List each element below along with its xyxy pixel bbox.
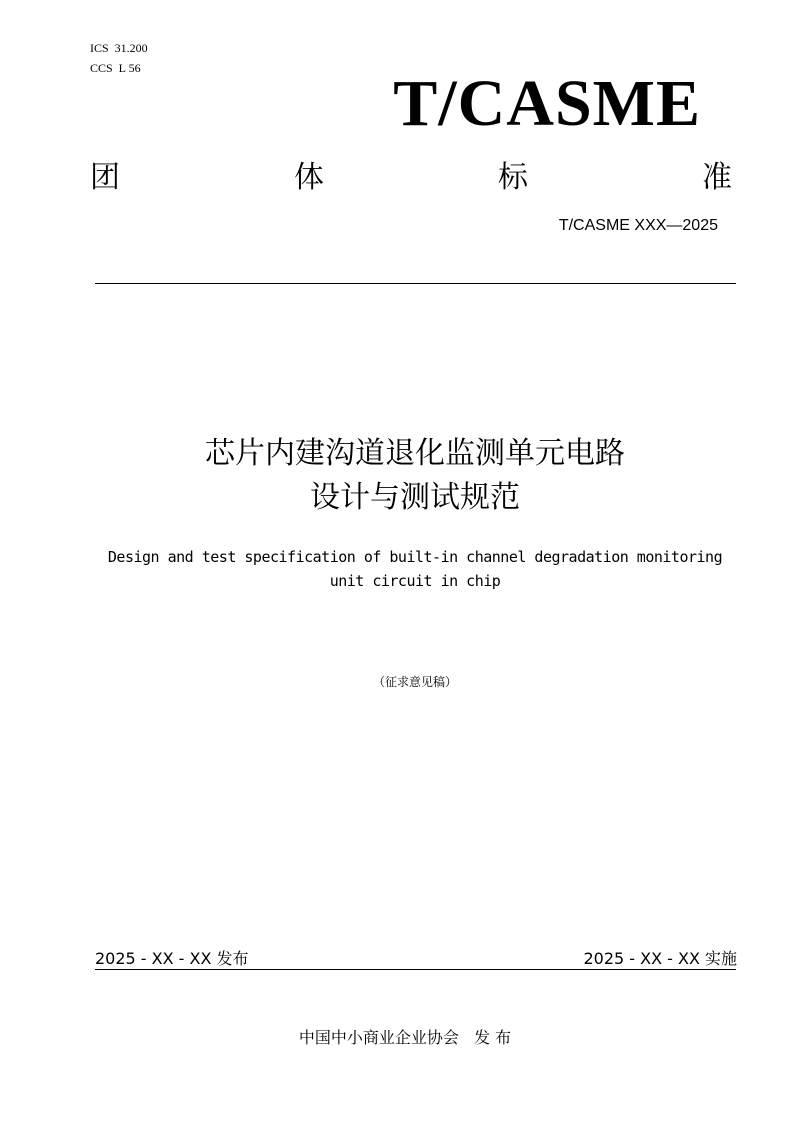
english-title (60, 545, 770, 593)
release-date: 2025 - XX - XX 发布 (95, 949, 249, 968)
category-char: 准 (702, 160, 732, 195)
implementation-date: 2025 - XX - XX 实施 (583, 949, 737, 968)
publisher: 中国中小商业企业协会 发 布 (298, 1028, 512, 1047)
brand-logo (0, 66, 793, 156)
english-title-line-1: Design and test specification of built-in channel degradation monitoring (107, 548, 723, 566)
category-char: 团 (90, 160, 120, 195)
document-title (0, 432, 793, 520)
ics-code: ICS 31.200 (90, 41, 148, 55)
ccs-code: CCS L 56 (90, 61, 141, 75)
footer-divider (95, 969, 736, 970)
draft-note: （征求意见稿） (372, 675, 457, 689)
standard-category (90, 152, 732, 195)
brand-text: T/CASME (393, 67, 701, 140)
standard-number: T/CASME XXX—2025 (558, 217, 718, 234)
title-line-1: 芯片内建沟道退化监测单元电路 (205, 436, 625, 471)
category-char: 标 (498, 160, 528, 195)
english-title-line-2: unit circuit in chip (329, 572, 501, 590)
category-char: 体 (294, 160, 324, 195)
header-divider (95, 283, 736, 284)
title-line-2: 设计与测试规范 (310, 480, 520, 515)
